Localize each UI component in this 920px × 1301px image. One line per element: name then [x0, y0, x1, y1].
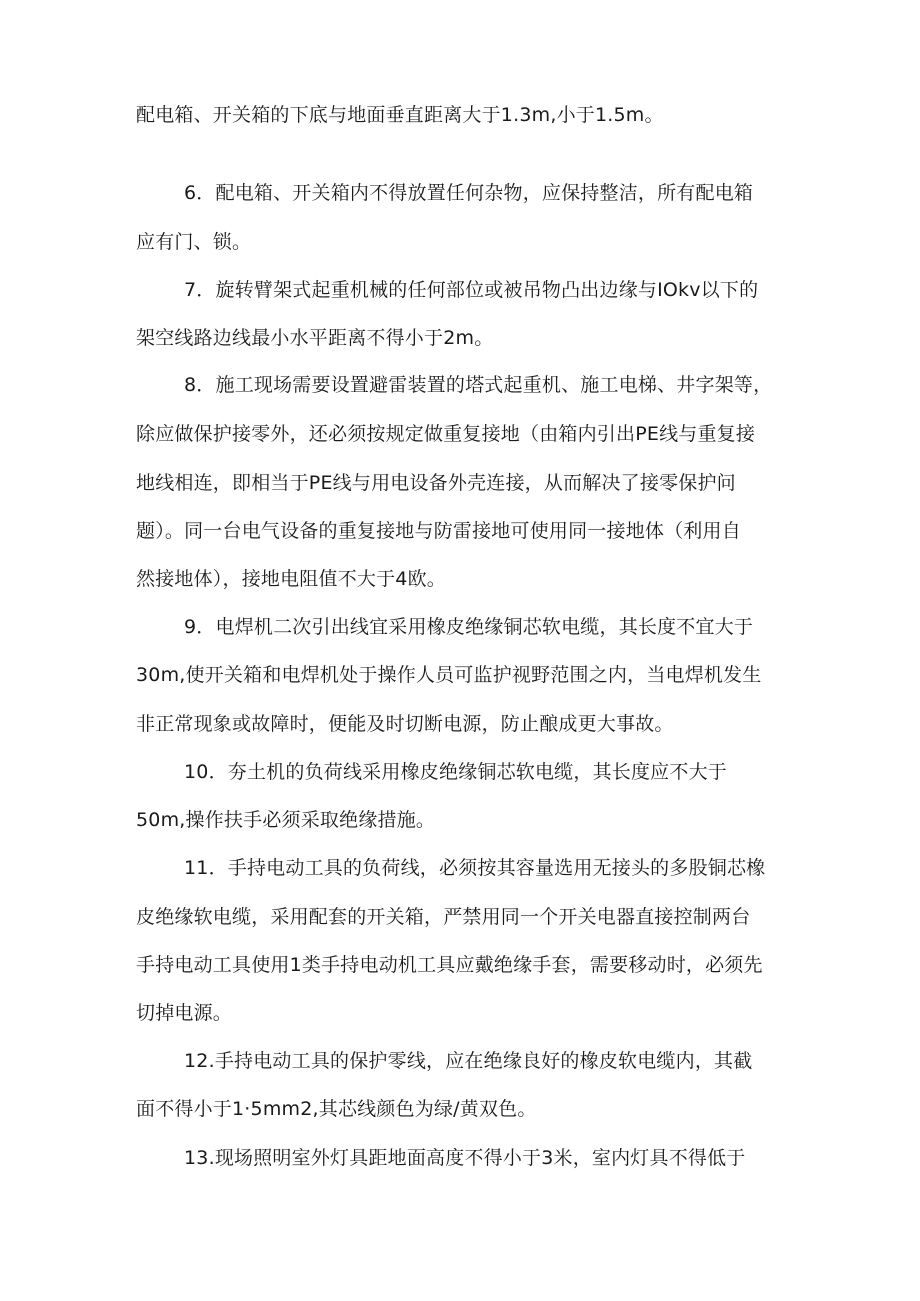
item-7-line-2: 架空线路边线最小水平距离不得小于2m。: [136, 327, 494, 349]
item-8-line-3: 地线相连，即相当于PE线与用电设备外壳连接，从而解决了接零保护问: [136, 472, 736, 494]
item-10-line-1: 10．夯土机的负荷线采用橡皮绝缘铜芯软电缆，其长度应不大于: [184, 761, 727, 783]
item-11-line-4: 切掉电源。: [136, 1002, 233, 1024]
item-13-line-1: 13.现场照明室外灯具距地面高度不得小于3米，室内灯具不得低于: [184, 1147, 746, 1169]
item-11-line-2: 皮绝缘软电缆，采用配套的开关箱，严禁用同一个开关电器直接控制两台: [136, 906, 751, 928]
item-7-line-1: 7．旋转臂架式起重机械的任何部位或被吊物凸出边缘与IOkv以下的: [184, 279, 759, 301]
item-6-line-2: 应有门、锁。: [136, 231, 252, 253]
item-11-line-3: 手持电动工具使用1类手持电动机工具应戴绝缘手套，需要移动时，必须先: [136, 954, 763, 976]
item-8-line-5: 然接地体），接地电阻值不大于4欧。: [136, 568, 446, 590]
item-9-line-2: 30m,使开关箱和电焊机处于操作人员可监护视野范围之内，当电焊机发生: [136, 664, 762, 686]
item-6-line-1: 6．配电箱、开关箱内不得放置任何杂物，应保持整洁，所有配电箱: [184, 182, 754, 204]
item-12-line-1: 12.手持电动工具的保护零线，应在绝缘良好的橡皮软电缆内，其截: [184, 1050, 753, 1072]
item-12-line-2: 面不得小于1·5mm2,其芯线颜色为绿/黄双色。: [136, 1098, 537, 1120]
item-9-line-3: 非正常现象或故障时，便能及时切断电源，防止酿成更大事故。: [136, 713, 674, 735]
item-8-line-2: 除应做保护接零外，还必须按规定做重复接地（由箱内引出PE线与重复接: [136, 423, 756, 445]
item-9-line-1: 9．电焊机二次引出线宜采用橡皮绝缘铜芯软电缆，其长度不宜大于: [184, 616, 754, 638]
item-10-line-2: 50m,操作扶手必须采取绝缘措施。: [136, 809, 436, 831]
item-8-line-4: 题）。同一台电气设备的重复接地与防雷接地可使用同一接地体（利用自: [136, 520, 741, 542]
item-8-line-1: 8．施工现场需要设置避雷装置的塔式起重机、施工电梯、井字架等，: [184, 374, 773, 396]
item-11-line-1: 11．手持电动工具的负荷线，必须按其容量选用无接头的多股铜芯橡: [184, 857, 766, 879]
text-line: 配电箱、开关箱的下底与地面垂直距离大于1.3m,小于1.5m。: [136, 104, 664, 126]
